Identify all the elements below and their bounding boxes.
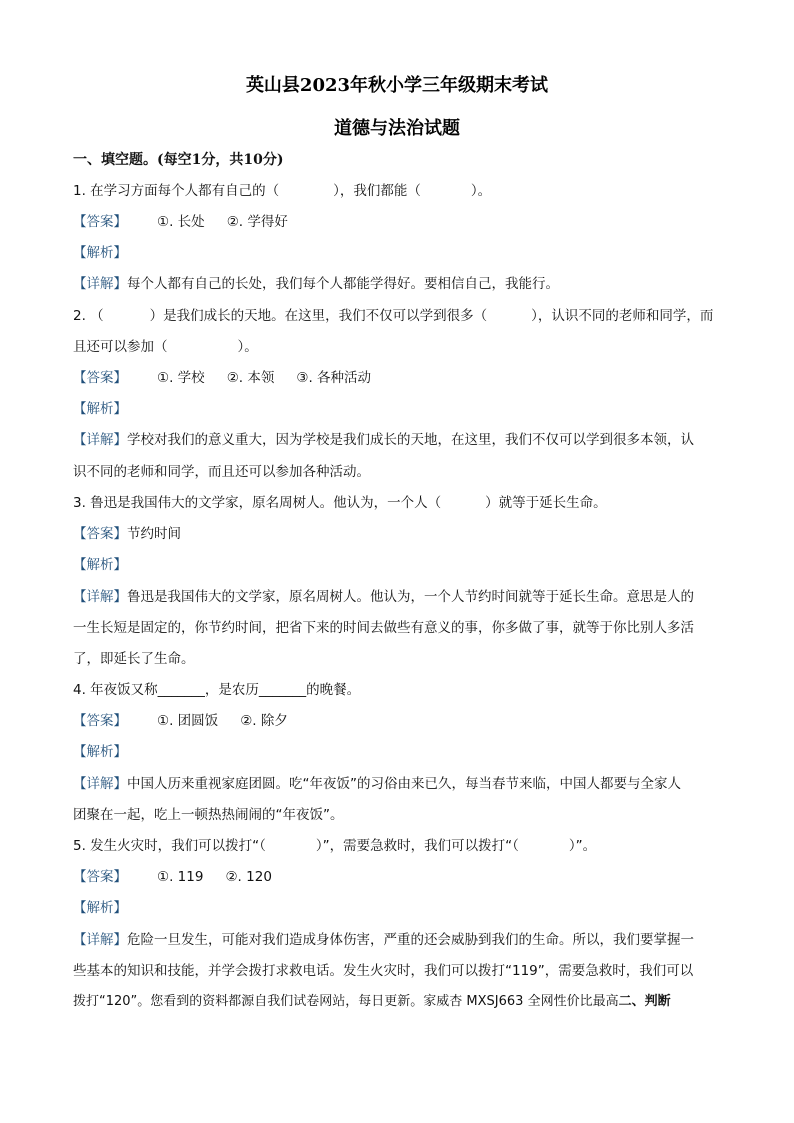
answer-option: ①. 长处 [157, 214, 205, 230]
detail-label: 【详解】 [73, 432, 127, 448]
answer-label: 【答案】 [73, 214, 127, 230]
answer-4 [73, 711, 310, 731]
next-section-heading: 二、判断 [618, 994, 671, 1009]
analysis-label: 【解析】 [73, 401, 127, 417]
question-5: 5. 发生火灾时，我们可以拨打“（ ）”，需要急救时，我们可以拨打“（ ）”。 [73, 838, 597, 854]
answer-option: ②. 学得好 [226, 214, 288, 230]
answer-text: 节约时间 [127, 526, 181, 542]
section-heading: 一、填空题。(每空1分，共10分) [73, 152, 284, 168]
answer-3 [73, 524, 181, 544]
answer-option: ②. 除夕 [240, 713, 288, 729]
answer-5 [73, 867, 294, 887]
detail-5-cont: 些基本的知识和技能，并学会拨打求救电话。发生火灾时，我们可以拨打“119”，需要急救时，我们可以 [73, 963, 694, 979]
answer-label: 【答案】 [73, 713, 127, 729]
exam-subtitle: 道德与法治试题 [334, 118, 460, 139]
answer-label: 【答案】 [73, 526, 127, 542]
analysis-4 [73, 742, 127, 762]
answer-2 [73, 368, 393, 388]
answer-1 [73, 212, 310, 232]
detail-2: 【详解】学校对我们的意义重大，因为学校是我们成长的天地，在这里，我们不仅可以学到很多本领，认 [73, 432, 694, 448]
detail-4-cont: 团聚在一起，吃上一顿热热闹闹的“年夜饭”。 [73, 807, 344, 823]
detail-5: 【详解】危险一旦发生，可能对我们造成身体伤害，严重的还会威胁到我们的生命。所以，我们要掌握一 [73, 932, 694, 948]
detail-4: 【详解】中国人历来重视家庭团圆。吃“年夜饭”的习俗由来已久，每当春节来临，中国人都要与全家人 [73, 776, 681, 792]
detail-label: 【详解】 [73, 589, 127, 605]
question-3: 3. 鲁迅是我国伟大的文学家，原名周树人。他认为，一个人（ ）就等于延长生命。 [73, 495, 607, 511]
detail-label: 【详解】 [73, 276, 127, 292]
question-4: 4. 年夜饭又称_______，是农历_______的晚餐。 [73, 682, 361, 698]
analysis-label: 【解析】 [73, 245, 127, 261]
detail-label: 【详解】 [73, 776, 127, 792]
detail-2-cont: 识不同的老师和同学，而且还可以参加各种活动。 [73, 464, 370, 480]
answer-option: ③. 各种活动 [296, 370, 372, 386]
answer-option: ②. 本领 [226, 370, 275, 386]
analysis-label: 【解析】 [73, 744, 127, 760]
detail-label: 【详解】 [73, 932, 127, 948]
answer-option: ①. 团圆饭 [157, 713, 219, 729]
detail-1: 【详解】每个人都有自己的长处，我们每个人都能学得好。要相信自己，我能行。 [73, 276, 559, 292]
analysis-5 [73, 898, 127, 918]
exam-title: 英山县2023年秋小学三年级期末考试 [245, 75, 549, 96]
question-2: 2. （ ）是我们成长的天地。在这里，我们不仅可以学到很多（ ），认识不同的老师和同学，而 [73, 308, 714, 324]
answer-option: ②. 120 [225, 869, 272, 885]
answer-label: 【答案】 [73, 869, 127, 885]
analysis-label: 【解析】 [73, 557, 127, 573]
detail-5-cont: 拨打“120”。您看到的资料都源自我们试卷网站，每日更新。家威杏 MXSJ663 全网性价比最高二、判断 [73, 994, 671, 1009]
detail-3-cont: 了，即延长了生命。 [73, 651, 195, 667]
analysis-label: 【解析】 [73, 900, 127, 916]
answer-option: ①. 119 [157, 869, 204, 885]
question-1: 1. 在学习方面每个人都有自己的（ ），我们都能（ ）。 [73, 183, 492, 199]
answer-label: 【答案】 [73, 370, 127, 386]
analysis-2 [73, 399, 127, 419]
answer-option: ①. 学校 [157, 370, 205, 386]
question-2-cont: 且还可以参加（ ）。 [73, 339, 258, 355]
detail-3: 【详解】鲁迅是我国伟大的文学家，原名周树人。他认为，一个人节约时间就等于延长生命。意思是人的 [73, 589, 694, 605]
analysis-3 [73, 555, 127, 575]
detail-3-cont: 一生长短是固定的，你节约时间，把省下来的时间去做些有意义的事，你多做了事，就等于你比别人多活 [73, 620, 694, 636]
analysis-1 [73, 243, 127, 263]
